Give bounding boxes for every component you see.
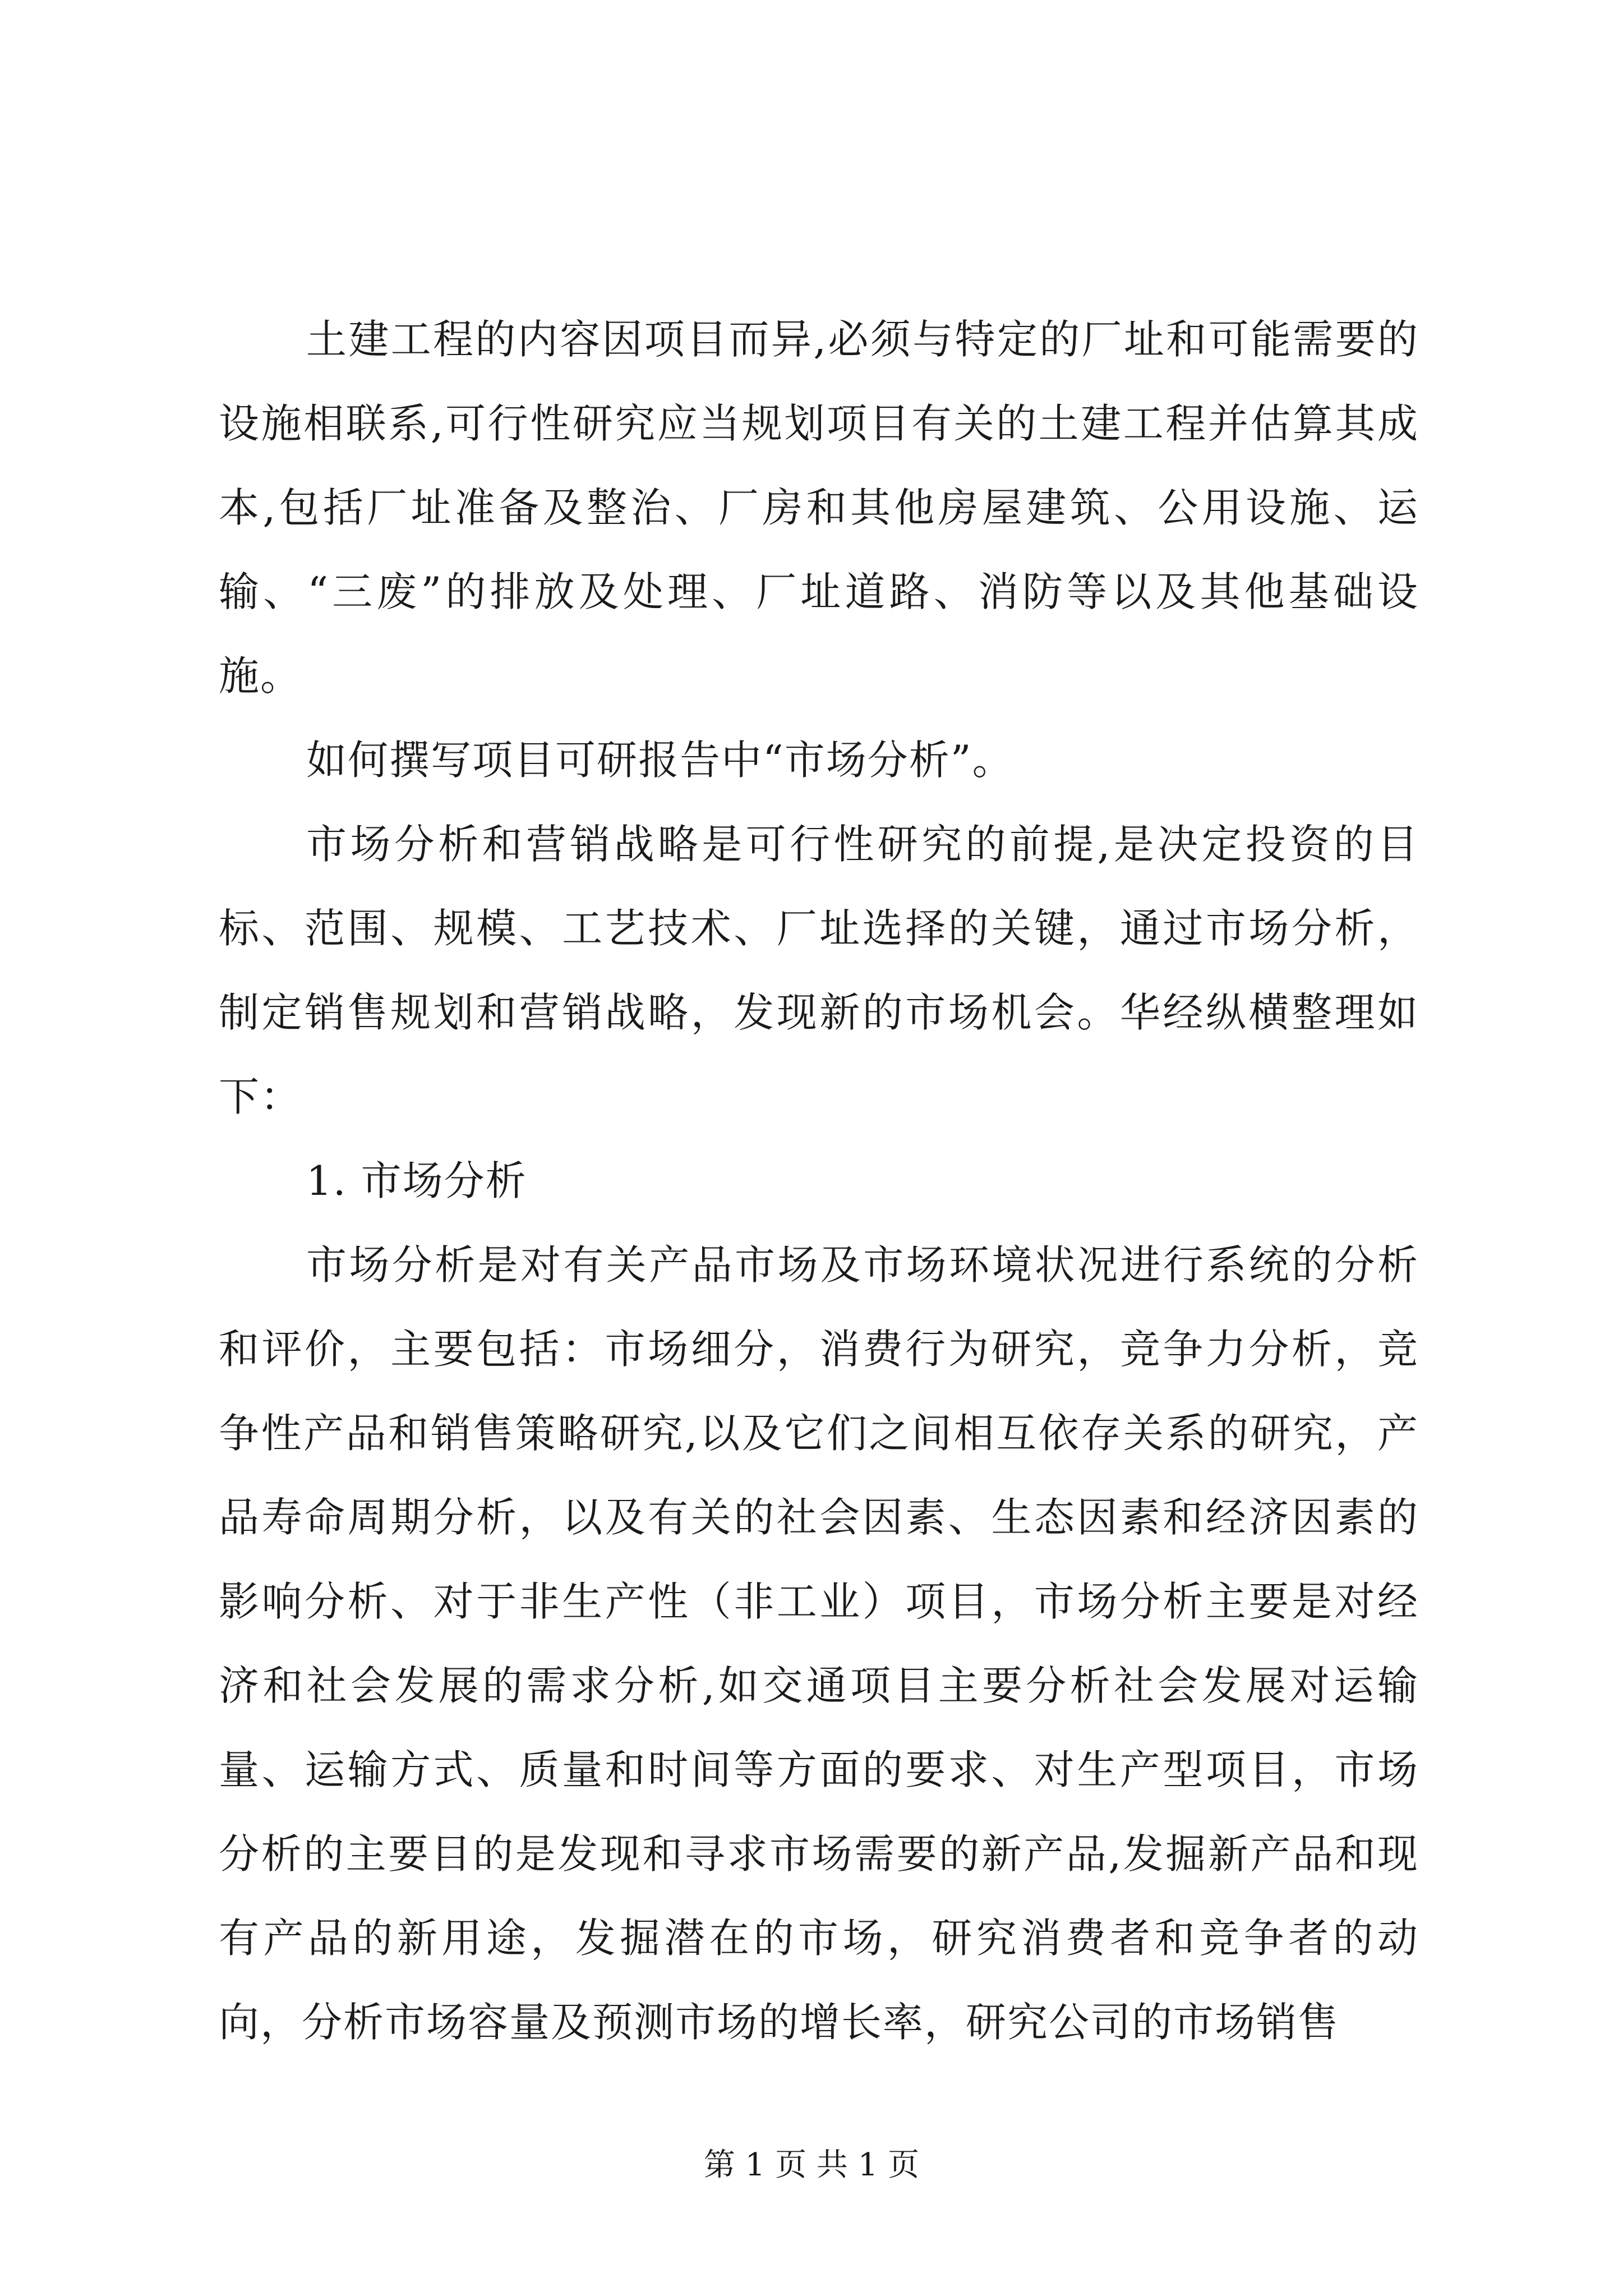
paragraph-civil-engineering: 土建工程的内容因项目而异,必须与特定的厂址和可能需要的设施相联系,可行性研究应当规划项目有关的土建工程并估算其成本,包括厂址准备及整治、厂房和其他房屋建筑、公用设施、运输、“三废”的排放及处理、厂址道路、消防等以及其他基础设施。 — [219, 316, 1419, 700]
page-footer: 第 1 页 共 1 页 — [703, 2147, 920, 2183]
paragraph-market-analysis-detail: 市场分析是对有关产品市场及市场环境状况进行系统的分析和评价，主要包括：市场细分，消费行为研究，竞争力分析，竞争性产品和销售策略研究,以及它们之间相互依存关系的研究，产品寿命周期分析，以及有关的社会因素、生态因素和经济因素的影响分析、对于非生产性（非工业）项目，市场分析主要是对经济和社会发展的需求分析,如交通项目主要分析社会发展对运输量、运输方式、质量和时间等方面的要求、对生产型项目，市场分析的主要目的是发现和寻求市场需要的新产品,发掘新产品和现有产品的新用途，发掘潜在的市场，研究消费者和竞争者的动向，分析市场容量及预测市场的增长率，研究公司的市场销售 — [219, 1241, 1419, 2046]
document-body — [219, 297, 1419, 2064]
paragraph-how-to-write: 如何撰写项目可研报告中“市场分析”。 — [306, 737, 1014, 784]
section-heading-market-analysis: 1. 市场分析 — [306, 1157, 527, 1204]
paragraph-market-strategy: 市场分析和营销战略是可行性研究的前提,是决定投资的目标、范围、规模、工艺技术、厂址选择的关键，通过市场分析，制定销售规划和营销战略，发现新的市场机会。华经纵横整理如下： — [219, 821, 1419, 1120]
